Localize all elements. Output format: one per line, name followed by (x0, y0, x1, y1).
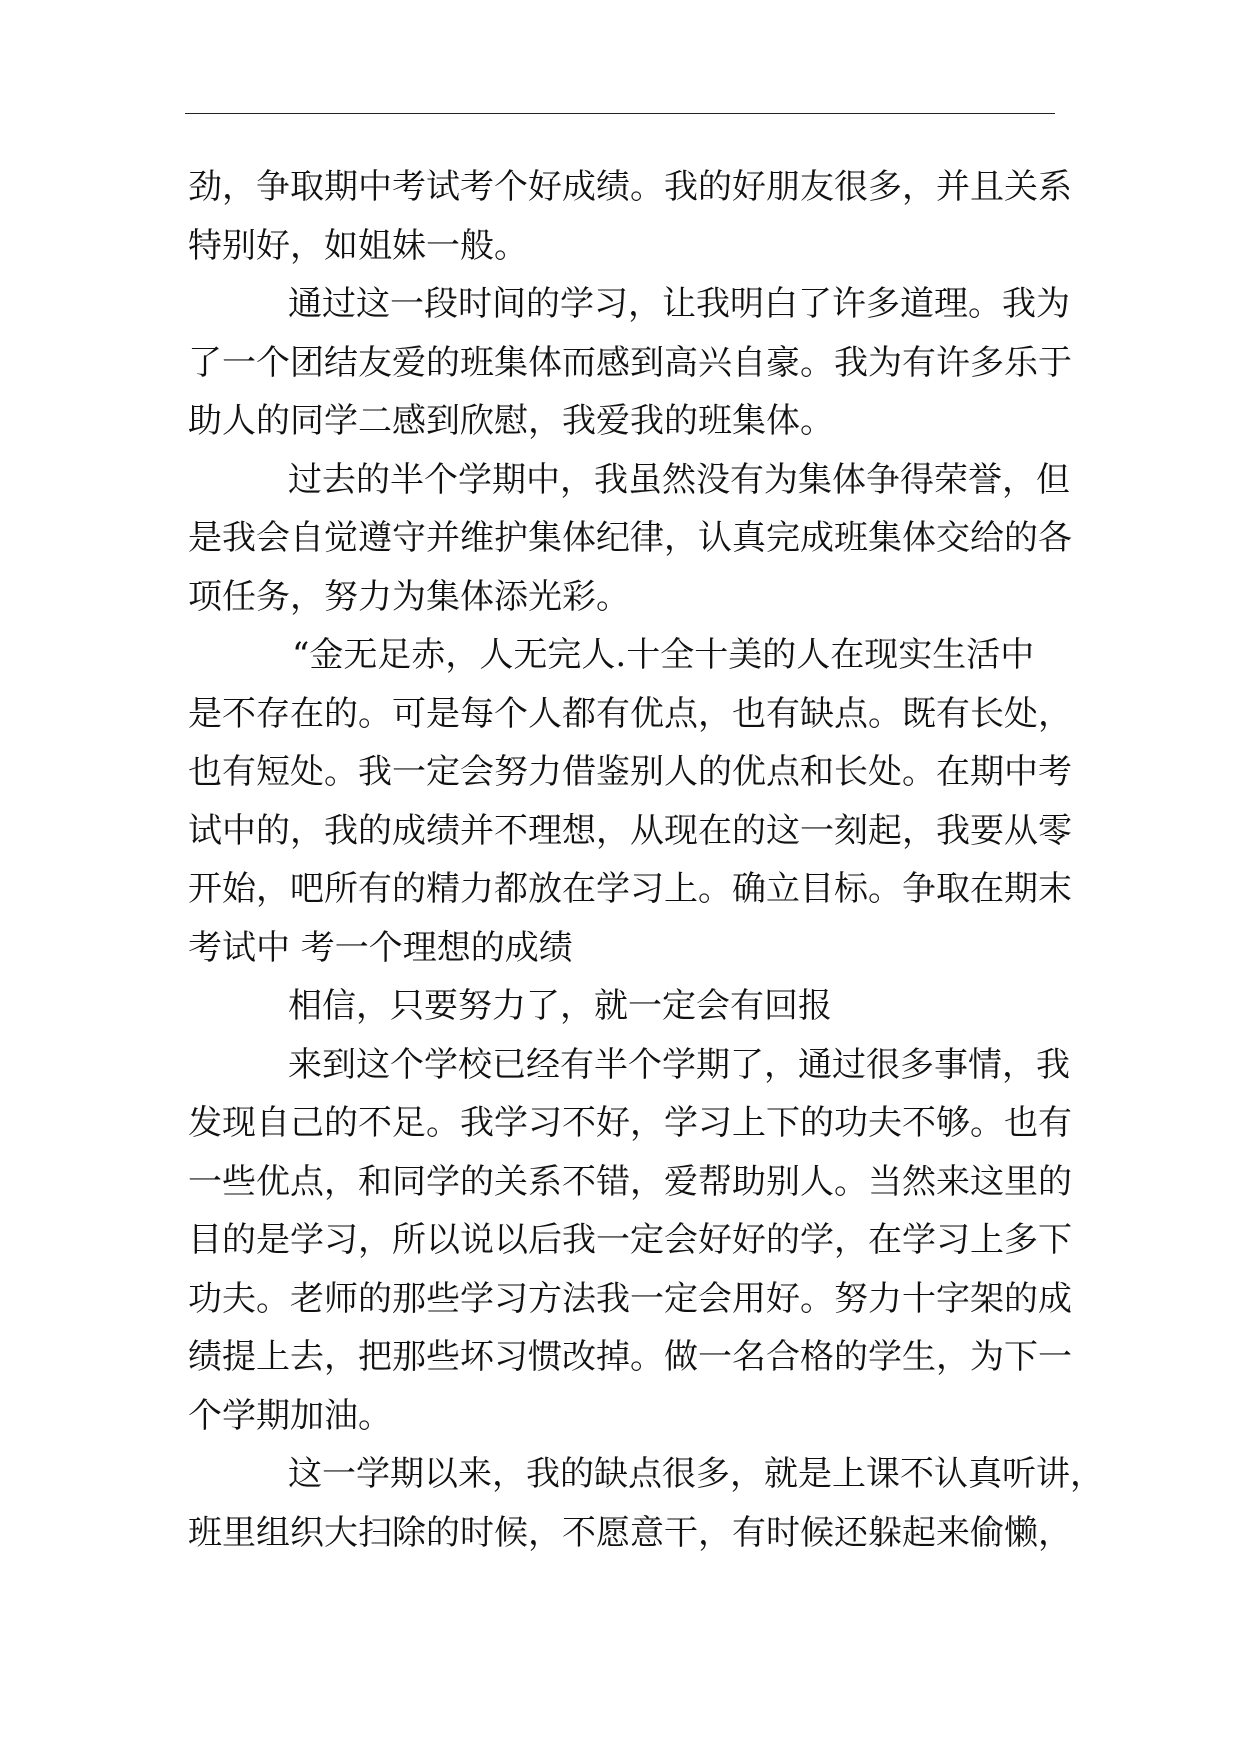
text-line: 助人的同学二感到欣慰，我爱我的班集体。 (188, 401, 834, 441)
text-line: 劲，争取期中考试考个好成绩。我的好朋友很多，并且关系 (188, 167, 1072, 207)
text-line: 目的是学习，所以说以后我一定会好好的学，在学习上多下 (188, 1220, 1072, 1260)
text-line: 绩提上去，把那些坏习惯改掉。做一名合格的学生，为下一 (188, 1337, 1072, 1377)
header-rule (185, 113, 1055, 114)
text-line: 一些优点，和同学的关系不错，爱帮助别人。当然来这里的 (188, 1161, 1072, 1202)
text-line: 项任务，努力为集体添光彩。 (188, 576, 630, 617)
text-line: 发现自己的不足。我学习不好，学习上下的功夫不够。也有 (188, 1103, 1072, 1143)
text-line: 过去的半个学期中，我虽然没有为集体争得荣誉，但 (288, 459, 1070, 500)
text-line: 功夫。老师的那些学习方法我一定会用好。努力十字架的成 (188, 1278, 1072, 1319)
text-line: 开始，吧所有的精力都放在学习上。确立目标。争取在期末 (188, 869, 1072, 909)
text-line: 来到这个学校已经有半个学期了，通过很多事情，我 (288, 1044, 1070, 1085)
text-line: 试中的，我的成绩并不理想，从现在的这一刻起，我要从零 (188, 810, 1072, 851)
text-line: “金无足赤，人无完人.十全十美的人在现实生活中 (292, 635, 1035, 675)
text-line: 也有短处。我一定会努力借鉴别人的优点和长处。在期中考 (188, 752, 1072, 792)
text-line: 是不存在的。可是每个人都有优点，也有缺点。既有长处， (188, 693, 1072, 734)
text-line: 了一个团结友爱的班集体而感到高兴自豪。我为有许多乐于 (188, 342, 1072, 383)
text-line: 考试中 考一个理想的成绩 (188, 927, 573, 968)
text-line: 个学期加油。 (188, 1395, 392, 1436)
text-line: 特别好，如姐妹一般。 (188, 225, 528, 266)
text-line: 这一学期以来，我的缺点很多，就是上课不认真听讲， (288, 1454, 1104, 1494)
text-line: 班里组织大扫除的时候，不愿意干，有时候还躲起来偷懒， (188, 1512, 1072, 1553)
text-line: 是我会自觉遵守并维护集体纪律，认真完成班集体交给的各 (188, 518, 1072, 558)
text-line: 相信，只要努力了，就一定会有回报 (288, 986, 832, 1026)
document-body (188, 158, 1104, 1562)
text-line: 通过这一段时间的学习，让我明白了许多道理。我为 (288, 284, 1070, 324)
